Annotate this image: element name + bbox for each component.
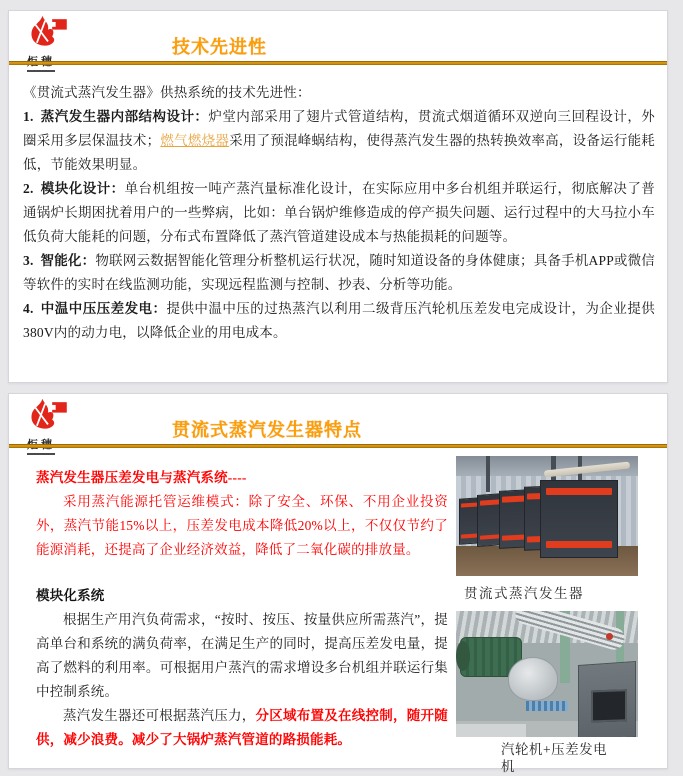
cabinet-screen <box>591 689 627 722</box>
slide2-title: 贯流式蒸汽发生器特点 <box>172 420 362 440</box>
generator-end-cap <box>456 641 470 671</box>
modular-system-heading: 模块化系统 <box>36 588 105 603</box>
zoned-control-paragraph: 蒸汽发生器还可根据蒸汽压力，分区域布置及在线控制，随开随供，减少浪费。减少了大锅炉蒸汽管道的路损能耗。 <box>36 708 448 747</box>
slide1-intro: 《贯流式蒸汽发生器》供热系统的技术先进性： <box>23 85 311 100</box>
gas-burner-link[interactable]: 燃气燃烧器 <box>160 133 230 148</box>
photo2-caption: 汽轮机+压差发电机 <box>501 742 608 774</box>
header-divider <box>9 444 667 448</box>
equipment-platform <box>456 724 526 737</box>
slide-1 <box>8 10 668 383</box>
blue-pipes <box>526 701 568 711</box>
slide-2 <box>8 393 668 774</box>
red-valve <box>606 633 613 640</box>
photo1-caption: 贯流式蒸汽发生器 <box>464 586 584 601</box>
modular-system-paragraph: 根据生产用汽负荷需求，“按时、按压、按量供应所需蒸汽”，提高单台和系统的满负荷率，在满足生产的同时，提高压差发电量，提高了燃料的利用率。可根据用户蒸汽的需求增设多台机组并联运行集中控制系统。 <box>36 612 448 699</box>
flow-steam-generators-photo <box>456 456 638 576</box>
control-cabinet <box>578 661 636 737</box>
slide2-text-column <box>36 466 448 752</box>
flame-logo-icon <box>27 15 69 47</box>
slide1-body <box>23 81 655 345</box>
turbine-generator-photo <box>456 611 638 737</box>
header-divider <box>9 61 667 65</box>
tech-item-4: 4. 中温中压压差发电：提供中温中压的过热蒸汽以利用二级背压汽轮机压差发电完成设计，为企业提供380V内的动力电，以降低企业的用电成本。 <box>23 301 655 340</box>
tech-item-1: 1. 蒸汽发生器内部结构设计：炉堂内部采用了翅片式管道结构，贯流式烟道循环双逆向三回程设计，外圈采用多层保温技术；燃气燃烧器采用了预混峰蜗结构，使得蒸汽发生器的热转换效率高，设备运行能耗低，节能效果明显。 <box>23 109 656 172</box>
slide1-title: 技术先进性 <box>172 37 267 57</box>
pressure-power-paragraph: 采用蒸汽能源托管运维模式：除了安全、环保、不用企业投资外，蒸汽节能15%以上，压差发电成本降低20%以上，不仅仅节约了能源消耗，还提高了企业经济效益，降低了二氧化碳的排放量。 <box>36 494 448 557</box>
tech-item-2: 2. 模块化设计：单台机组按一吨产蒸汽量标准化设计，在实际应用中多台机组并联运行，彻底解决了普通锅炉长期困扰着用户的一些弊病，比如：单台锅炉维修造成的停产损失问题、运行过程中的大马拉小车低负荷大能耗的问题，分布式布置降低了蒸汽管道建设成本与热能损耗的问题等。 <box>23 181 655 244</box>
boiler-unit-front <box>540 480 618 558</box>
pressure-power-heading: 蒸汽发生器压差发电与蒸汽系统---- <box>36 470 247 485</box>
tech-item-3: 3. 智能化：物联网云数据智能化管理分析整机运行状况，随时知道设备的身体健康；具备手机APP或微信等软件的实时在线监测功能，实现远程监测与控制、抄表、分析等功能。 <box>23 253 656 292</box>
flame-logo-icon <box>27 398 69 430</box>
pipe <box>486 456 490 492</box>
turbine-casing <box>508 657 558 701</box>
